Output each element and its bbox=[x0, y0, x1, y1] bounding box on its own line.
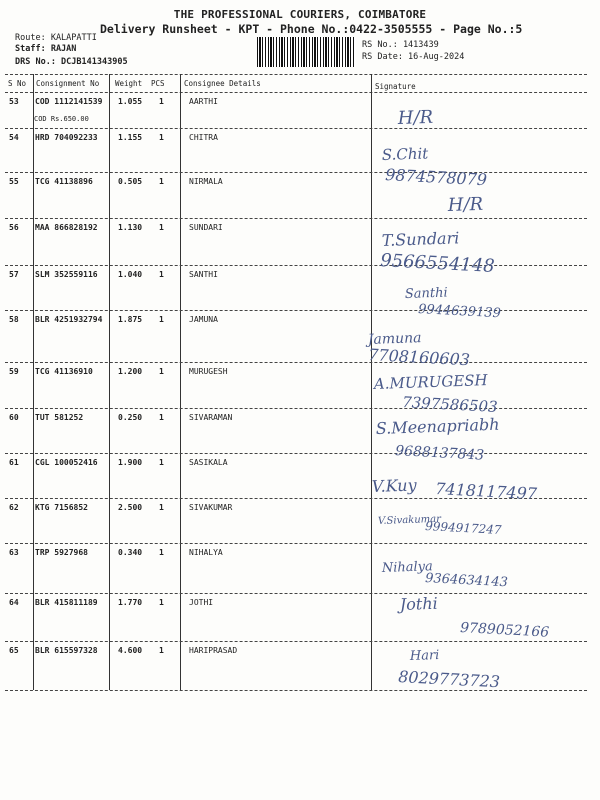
column-header: Signature bbox=[375, 82, 416, 91]
handwritten-signature: Jothi bbox=[399, 593, 439, 614]
document-subtitle: Delivery Runsheet - KPT - Phone No.:0422-3505555 - Page No.:5 bbox=[100, 22, 523, 36]
handwritten-signature: H/R bbox=[447, 193, 484, 216]
handwritten-phone: 8029773723 bbox=[397, 667, 501, 692]
row-sno: 58 bbox=[9, 315, 19, 324]
handwritten-signature: Jamuna bbox=[367, 330, 422, 348]
handwritten-phone: 9688137843 bbox=[394, 443, 485, 464]
row-weight: 1.770 bbox=[118, 598, 143, 607]
rs-date: RS Date: 16-Aug-2024 bbox=[362, 52, 465, 62]
row-sno: 55 bbox=[9, 177, 19, 186]
row-consignment-no: TRP 5927968 bbox=[35, 548, 88, 557]
row-consignee: CHITRA bbox=[189, 133, 218, 142]
row-pcs: 1 bbox=[159, 133, 164, 142]
row-consignment-no: BLR 415811189 bbox=[35, 598, 98, 607]
column-header: Consignment No bbox=[36, 79, 100, 88]
handwritten-signature: Nihalya bbox=[381, 559, 434, 576]
row-sno: 57 bbox=[9, 270, 19, 279]
row-consignee: JOTHI bbox=[189, 598, 214, 607]
row-consignment-no: TCG 41136910 bbox=[35, 367, 93, 376]
cod-amount: COD Rs.650.00 bbox=[34, 115, 89, 123]
row-consignee: SUNDARI bbox=[189, 223, 223, 232]
row-weight: 1.040 bbox=[118, 270, 143, 279]
row-consignment-no: SLM 352559116 bbox=[35, 270, 98, 279]
row-consignee: NIHALYA bbox=[189, 548, 223, 557]
row-consignee: NIRMALA bbox=[189, 177, 223, 186]
handwritten-phone: 9789052166 bbox=[459, 620, 550, 641]
row-sno: 56 bbox=[9, 223, 19, 232]
column-header: PCS bbox=[151, 79, 165, 88]
route-label: Route: KALAPATTI bbox=[15, 33, 97, 43]
drs-number: DRS No.: DCJB141343905 bbox=[15, 57, 128, 67]
row-sno: 63 bbox=[9, 548, 19, 557]
row-pcs: 1 bbox=[159, 223, 164, 232]
row-sno: 65 bbox=[9, 646, 19, 655]
row-weight: 2.500 bbox=[118, 503, 143, 512]
row-weight: 0.340 bbox=[118, 548, 143, 557]
handwritten-signature: V.Kuy bbox=[371, 475, 417, 496]
handwritten-signature: T.Sundari bbox=[381, 228, 460, 250]
row-weight: 1.900 bbox=[118, 458, 143, 467]
rs-number: RS No.: 1413439 bbox=[362, 40, 439, 50]
handwritten-signature: V.Sivakumar bbox=[377, 513, 442, 527]
column-header: Weight bbox=[115, 79, 143, 88]
row-sno: 62 bbox=[9, 503, 19, 512]
row-sno: 53 bbox=[9, 97, 19, 106]
row-weight: 1.055 bbox=[118, 97, 143, 106]
row-pcs: 1 bbox=[159, 270, 164, 279]
handwritten-signature: Hari bbox=[409, 647, 440, 664]
handwritten-phone: 9944639139 bbox=[417, 302, 502, 322]
row-consignee: SIVAKUMAR bbox=[189, 503, 233, 512]
row-weight: 0.250 bbox=[118, 413, 143, 422]
row-consignment-no: KTG 7156852 bbox=[35, 503, 88, 512]
row-weight: 1.155 bbox=[118, 133, 143, 142]
row-consignee: SANTHI bbox=[189, 270, 218, 279]
row-weight: 4.600 bbox=[118, 646, 143, 655]
row-weight: 1.130 bbox=[118, 223, 143, 232]
row-pcs: 1 bbox=[159, 458, 164, 467]
row-pcs: 1 bbox=[159, 367, 164, 376]
row-consignment-no: CGL 100052416 bbox=[35, 458, 98, 467]
row-consignment-no: BLR 4251932794 bbox=[35, 315, 103, 324]
row-consignee: AARTHI bbox=[189, 97, 218, 106]
handwritten-phone: 9874578079 bbox=[384, 165, 488, 190]
row-consignment-no: TUT 581252 bbox=[35, 413, 84, 422]
row-pcs: 1 bbox=[159, 97, 164, 106]
row-sno: 60 bbox=[9, 413, 19, 422]
row-pcs: 1 bbox=[159, 177, 164, 186]
handwritten-phone: 7418117497 bbox=[434, 479, 538, 504]
row-pcs: 1 bbox=[159, 503, 164, 512]
row-weight: 1.200 bbox=[118, 367, 143, 376]
row-pcs: 1 bbox=[159, 548, 164, 557]
handwritten-signature: Santhi bbox=[404, 285, 448, 302]
row-pcs: 1 bbox=[159, 598, 164, 607]
row-sno: 61 bbox=[9, 458, 19, 467]
row-pcs: 1 bbox=[159, 413, 164, 422]
row-consignment-no: BLR 615597328 bbox=[35, 646, 98, 655]
row-consignee: HARIPRASAD bbox=[189, 646, 238, 655]
row-consignee: MURUGESH bbox=[189, 367, 228, 376]
row-consignment-no: MAA 866828192 bbox=[35, 223, 98, 232]
row-consignment-no: TCG 41138896 bbox=[35, 177, 93, 186]
handwritten-signature: S.Chit bbox=[381, 144, 429, 164]
row-consignment-no: HRD 704092233 bbox=[35, 133, 98, 142]
handwritten-phone: 7708160603 bbox=[367, 345, 471, 370]
row-sno: 54 bbox=[9, 133, 19, 142]
handwritten-phone: 9994917247 bbox=[424, 519, 502, 537]
row-consignee: SASIKALA bbox=[189, 458, 228, 467]
handwritten-phone: 9566554148 bbox=[379, 250, 496, 277]
handwritten-signature: H/R bbox=[397, 106, 434, 129]
row-sno: 64 bbox=[9, 598, 19, 607]
row-consignee: SIVARAMAN bbox=[189, 413, 233, 422]
row-weight: 0.505 bbox=[118, 177, 143, 186]
handwritten-phone: 7397586503 bbox=[401, 393, 499, 416]
handwritten-phone: 9364634143 bbox=[424, 571, 509, 591]
handwritten-signature: S.Meenapriabh bbox=[375, 414, 500, 438]
row-pcs: 1 bbox=[159, 315, 164, 324]
column-header: S No bbox=[8, 79, 27, 88]
column-header: Consignee Details bbox=[184, 79, 261, 88]
handwritten-signature: A.MURUGESH bbox=[373, 371, 488, 393]
row-sno: 59 bbox=[9, 367, 19, 376]
row-consignment-no: COD 1112141539 bbox=[35, 97, 103, 106]
document-title: THE PROFESSIONAL COURIERS, COIMBATORE bbox=[173, 8, 427, 21]
staff-label: Staff: RAJAN bbox=[15, 44, 77, 54]
row-consignee: JAMUNA bbox=[189, 315, 218, 324]
row-pcs: 1 bbox=[159, 646, 164, 655]
row-weight: 1.875 bbox=[118, 315, 143, 324]
